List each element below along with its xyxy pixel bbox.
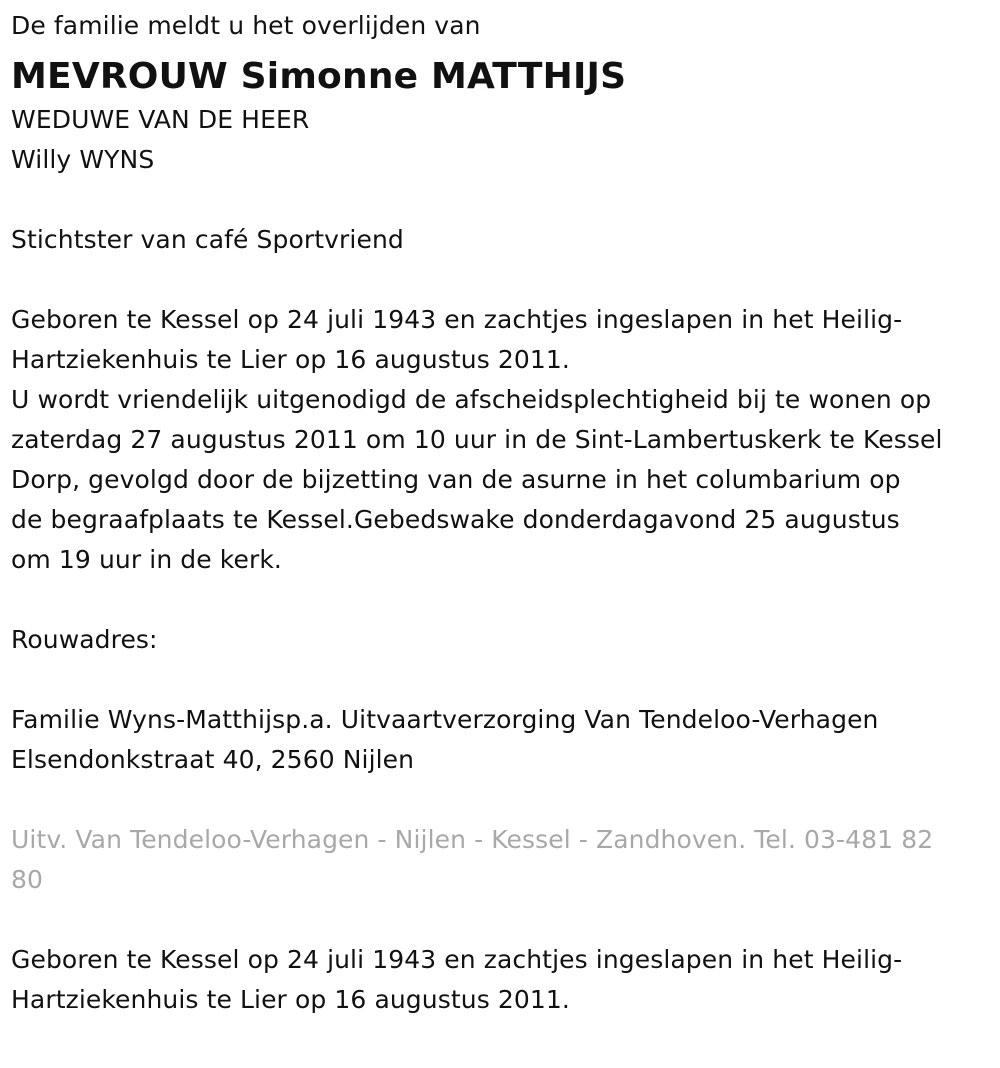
address-line: Elsendonkstraat 40, 2560 Nijlen [11,745,415,774]
spacer [11,580,991,620]
body-line: om 19 uur in de kerk. [11,545,282,574]
address-block [11,700,991,780]
spacer [11,660,991,700]
repeat-line: Geboren te Kessel op 24 juli 1943 en zachtjes ingeslapen in het Heilig- [11,945,903,974]
undertaker-line: 80 [11,865,44,894]
repeat-line: Hartziekenhuis te Lier op 16 augustus 2011. [11,985,570,1014]
spouse-name: Willy WYNS [11,145,155,174]
body-line: de begraafplaats te Kessel.Gebedswake donderdagavond 25 augustus [11,505,900,534]
spacer [11,780,991,820]
repeat-paragraph [11,940,991,1020]
body-line: U wordt vriendelijk uitgenodigd de afscheidsplechtigheid bij te wonen op [11,385,932,414]
address-label: Rouwadres: [11,625,158,654]
body-line: Dorp, gevolgd door de bijzetting van de asurne in het columbarium op [11,465,901,494]
undertaker-line: Uitv. Van Tendeloo-Verhagen - Nijlen - Kessel - Zandhoven. Tel. 03-481 82 [11,825,934,854]
body-line: zaterdag 27 augustus 2011 om 10 uur in de Sint-Lambertuskerk te Kessel [11,425,943,454]
undertaker-block [11,820,991,900]
body-line: Hartziekenhuis te Lier op 16 augustus 2011. [11,345,570,374]
death-notice [11,6,991,1020]
deceased-name: MEVROUW Simonne MATTHIJS [11,56,627,97]
body-line: Geboren te Kessel op 24 juli 1943 en zachtjes ingeslapen in het Heilig- [11,305,903,334]
intro-text: De familie meldt u het overlijden van [11,11,481,40]
spacer [11,180,991,220]
spacer [11,260,991,300]
widow-line: WEDUWE VAN DE HEER [11,105,310,134]
role-text: Stichtster van café Sportvriend [11,225,404,254]
body-paragraph [11,300,991,580]
address-line: Familie Wyns-Matthijsp.a. Uitvaartverzorging Van Tendeloo-Verhagen [11,705,879,734]
spacer [11,900,991,940]
